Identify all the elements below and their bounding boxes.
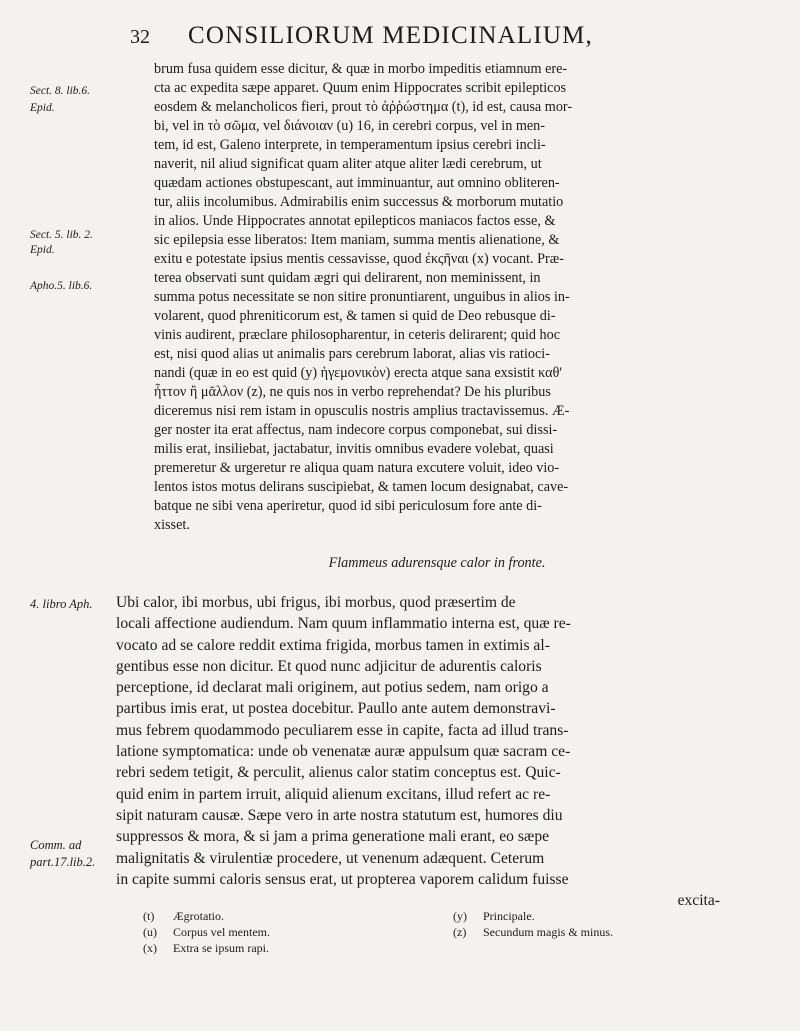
page-number: 32 [130,26,150,48]
text-line: nandi (quæ in eo est quid (y) ἡγεμονικὸν) erecta atque sana exsistit καθ' [154,365,562,381]
text-line: batque ne sibi vena aperiretur, quod id sibi periculosum fore ante di- [154,498,542,514]
footnote [453,908,713,924]
text-line: ἧττον ἢ μᾶλλον (z), ne quis nos in verbo reprehendat? De his pluribus [154,384,551,400]
text-line: Ubi calor, ibi morbus, ubi frigus, ibi morbus, quod præsertim de [116,594,516,611]
footnote-text: Ægrotatio. [173,909,224,923]
text-line: summa potus necessitate se non sitire pronuntiarent, unguibus in alios in- [154,289,570,305]
text-line: xisset. [154,517,190,533]
text-line: lentos istos motus delirans suscipiebat, & tamen locum designabat, cave- [154,479,569,495]
margin-note: 4. libro Aph. [30,597,93,611]
text-line: in alios. Unde Hippocrates annotat epilepticos maniacos factos esse, & [154,213,556,229]
margin-note: Apho.5. lib.6. [30,280,93,292]
text-line: suppressos & mora, & si jam a prima generatione mali erant, eo sæpe [116,828,550,846]
text-line: partibus imis erat, ut postea docebitur. Paullo ante autem demonstravi- [116,700,556,718]
text-line: quid enim in partem irruit, aliquid alienum excitans, illud refert ac re- [116,785,551,803]
footnotes-left-column [143,908,403,956]
footnote-key: (t) [143,909,155,923]
text-line: ger noster ita erat affectus, nam indecore corpus componebat, sui dissi- [154,422,558,438]
text-line: premeretur & urgeretur re aliqua quam natura excutere voluit, ideo vio- [154,460,560,476]
text-line: diceremus nisi rem istam in opusculis nostris amplius tractavissemus. Æ- [154,403,570,419]
spacer [154,535,720,549]
text-line: tem, id est, Galeno interprete, in temperamentum ipsius cerebri incli- [154,137,546,153]
text-line: rebri sedem tetigit, & perculit, alienus calor statim conceptus est. Quic- [116,764,561,782]
text-line: exitu e potestate ipsius mentis cessavisse, quod ἐκςῆναι (x) vocant. Præ- [154,251,564,267]
margin-note: part.17.lib.2. [30,855,96,869]
footnote [143,908,403,924]
margin-note: Comm. ad [30,838,82,852]
text-line: quædam actiones obstupescant, aut imminuantur, aut omnino obliteren- [154,175,560,191]
text-line: cta ac expedita sæpe apparet. Quum enim Hippocrates scribit epilepticos [154,80,567,96]
text-line: perceptione, id declarat mali originem, aut potius sedem, nam origo a [116,679,549,697]
footnote-text: Secundum magis & minus. [483,925,613,939]
text-line: sipit naturam causæ. Sæpe vero in arte nostra statutum est, humores diu [116,806,563,824]
footnote [453,924,713,940]
text-line: locali affectione audiendum. Nam quum inflammatio interna est, quæ re- [116,615,571,633]
section-subheading: Flammeus adurensque calor in fronte. [328,555,546,571]
text-line: bi, vel in τὸ σῶμα, vel διάνοιαν (u) 16, in cerebri corpus, vel in men- [154,118,545,134]
text-line: naverit, nil aliud significat quam aliter atque aliter lædi cerebrum, ut [154,156,542,172]
text-line: malignitatis & virulentiæ procedere, ut venenum adæquent. Ceterum [116,849,545,867]
running-title: CONSILIORUM MEDICINALIUM, [188,22,593,49]
text-line: gentibus esse non dicitur. Et quod nunc adjicitur de adurentis caloris [116,657,542,675]
footnote [143,924,403,940]
footnotes-right-column [453,908,713,940]
footnote-text: Extra se ipsum rapi. [173,941,269,955]
text-line: eosdem & melancholicos fieri, prout τὸ ἀῤῥώστημα (t), id est, causa mor- [154,99,573,115]
text-line: est, nisi quod alias ut animalis pars cerebrum laborat, alias vis ratioci- [154,346,550,362]
second-text-block [116,592,720,911]
catchword: excita- [677,892,720,910]
text-line: terea observati sunt quidam ægri qui delirarent, non meminissent, in [154,270,541,286]
footnote-key: (y) [453,909,467,923]
margin-note: Sect. 5. lib. 2. [30,229,93,241]
footnote-text: Corpus vel mentem. [173,925,270,939]
margin-note: Epid. [30,102,55,114]
text-line: vinis audirent, præclare philosopharentur, in ceteris delirarent; quid hoc [154,327,561,343]
footnote-key: (u) [143,925,157,939]
page-header [130,22,770,54]
footnote-key: (x) [143,941,157,955]
footnote-key: (z) [453,925,467,939]
main-text-block [154,60,720,577]
text-line: latione symptomatica: unde ob venenatæ auræ appulsum quæ sacram ce- [116,743,571,761]
text-line: vocato ad se calore reddit extima frigida, morbus tamen in extimis al- [116,636,550,654]
text-line: brum fusa quidem esse dicitur, & quæ in morbo impeditis etiamnum ere- [154,61,568,77]
footnote-text: Principale. [483,909,535,923]
text-line: milis erat, insiliebat, jactabatur, invitis omnibus evadere volebat, quasi [154,441,554,457]
text-line: tur, aliis incolumibus. Admirabilis enim successus & morborum mutatio [154,194,564,210]
margin-note: Epid. [30,244,55,256]
text-line: volarent, quod phreniticorum est, & tamen si quid de Deo rebusque di- [154,308,556,324]
text-line: in capite summi caloris sensus erat, ut propterea vaporem calidum fuisse [116,870,569,888]
text-line: sic epilepsia esse liberatos: Item maniam, summa mentis alienatione, & [154,232,560,248]
text-line: mus febrem quodammodo peculiarem esse in capite, facta ad illud trans- [116,721,569,739]
margin-note: Sect. 8. lib.6. [30,85,91,97]
footnote [143,940,403,956]
